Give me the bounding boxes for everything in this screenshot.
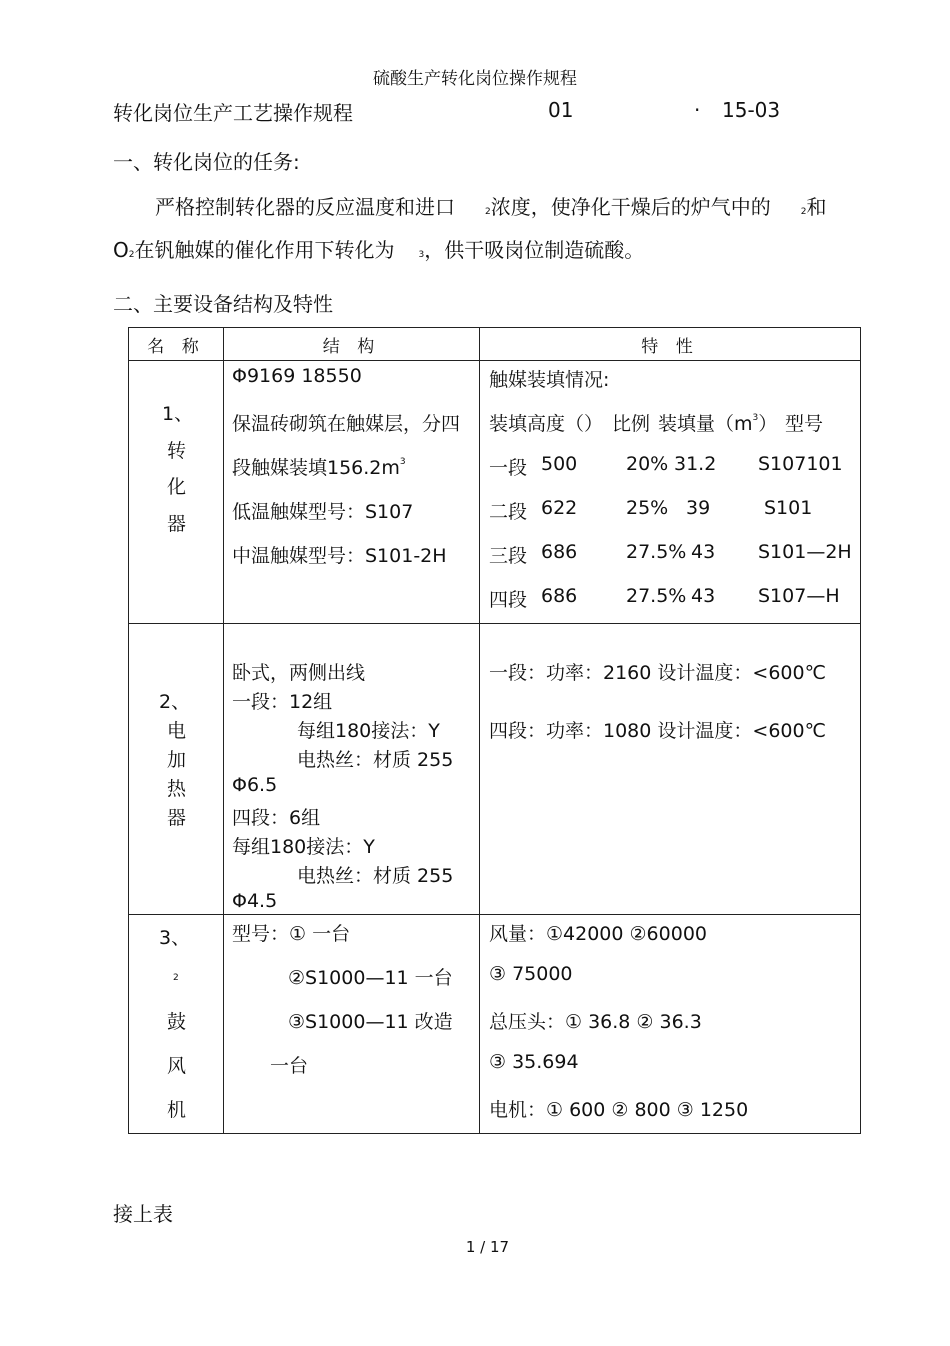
para2-sub2: 3 — [418, 250, 425, 260]
blower-property-line: ③ 75000 — [489, 963, 573, 985]
blower-structure-cell — [224, 915, 480, 1134]
catalyst-model: S101 — [764, 497, 813, 519]
catalyst-height: 500 — [541, 453, 578, 475]
catalyst-amount: 39 — [686, 497, 711, 519]
table-row-blower — [129, 915, 861, 1134]
catalyst-ratio: 27.5% — [626, 541, 687, 563]
blower-name-sub: 2 — [173, 973, 179, 983]
catalyst-col-amount-close: ） — [758, 413, 778, 435]
heater-name-char: 加 — [167, 749, 187, 771]
blower-name-num: 3、 — [159, 927, 191, 949]
converter-name-num: 1、 — [162, 403, 194, 425]
heater-structure-line: Φ4.5 — [232, 890, 278, 912]
catalyst-col-height: 装填高度（） — [489, 413, 604, 435]
heater-name-cell — [129, 624, 224, 915]
catalyst-height: 686 — [541, 541, 578, 563]
blower-structure-line: 型号：① 一台 — [232, 923, 351, 945]
heater-structure-line: 一段：12组 — [232, 691, 333, 713]
header-properties: 特 性 — [480, 328, 861, 361]
catalyst-model: S107—H — [758, 585, 840, 607]
para1-sub2: 2 — [800, 207, 807, 217]
converter-structure-line — [232, 453, 406, 480]
header-structure: 结 构 — [224, 328, 480, 361]
heater-structure-cell — [224, 624, 480, 915]
equipment-table — [128, 327, 861, 1134]
blower-property-line: 总压头：① 36.8 ② 36.3 — [489, 1011, 702, 1033]
blower-property-line: ③ 35.694 — [489, 1051, 579, 1073]
table-row-heater — [129, 624, 861, 915]
heater-properties-cell — [480, 624, 861, 915]
heater-property-line: 四段：功率：1080 设计温度：<600℃ — [489, 720, 826, 742]
page-header-title: 硫酸生产转化岗位操作规程 — [373, 69, 577, 89]
para1-sub1: 2 — [485, 207, 491, 217]
catalyst-ratio: 25% — [626, 497, 669, 519]
para1-text-a: 严格控制转化器的反应温度和进口 — [155, 195, 455, 219]
converter-structure-line: 保温砖砌筑在触媒层，分四 — [232, 413, 461, 435]
catalyst-col-ratio: 比例 — [612, 413, 651, 435]
heater-name-num: 2、 — [159, 691, 191, 713]
catalyst-col-model: 型号 — [785, 413, 824, 435]
blower-structure-line: ③S1000—11 改造 — [288, 1011, 453, 1033]
blower-property-line: 风量：①42000 ②60000 — [489, 923, 707, 945]
catalyst-height: 686 — [541, 585, 578, 607]
converter-structure-cell — [224, 361, 480, 624]
catalyst-model: S101—2H — [758, 541, 852, 563]
catalyst-amount: 31.2 — [674, 453, 717, 475]
catalyst-title: 触媒装填情况: — [489, 369, 610, 391]
converter-structure-line: 低温触媒型号：S107 — [232, 501, 414, 523]
heater-structure-line: 每组180接法：Y — [232, 836, 375, 858]
catalyst-stage: 三段 — [489, 545, 528, 567]
header-name: 名 称 — [129, 328, 224, 361]
para1-text-c: 和 — [806, 195, 827, 219]
blower-name-char: 机 — [167, 1099, 187, 1121]
section1-paragraph-line1 — [155, 191, 826, 220]
section2-heading: 二、主要设备结构及特性 — [113, 292, 333, 316]
heater-structure-line: 四段：6组 — [232, 807, 321, 829]
blower-properties-cell — [480, 915, 861, 1134]
blower-name-char: 鼓 — [167, 1011, 187, 1033]
para2-text-b: 在钒触媒的催化作用下转化为 — [134, 238, 395, 262]
catalyst-stage: 二段 — [489, 501, 528, 523]
superscript: 3 — [752, 413, 759, 423]
catalyst-ratio: 27.5% — [626, 585, 687, 607]
converter-properties-cell — [480, 361, 861, 624]
converter-name-char3: 器 — [167, 513, 187, 535]
blower-property-line: 电机：① 600 ② 800 ③ 1250 — [489, 1099, 749, 1121]
table-row-converter — [129, 361, 861, 624]
heater-structure-line: 每组180接法：Y — [297, 720, 440, 742]
para2-sub: 2 — [128, 250, 135, 260]
heater-structure-line: Φ6.5 — [232, 774, 278, 796]
catalyst-col-amount-text: 装填量（m — [658, 413, 753, 435]
catalyst-stage: 四段 — [489, 589, 528, 611]
blower-name-cell — [129, 915, 224, 1134]
catalyst-height: 622 — [541, 497, 578, 519]
section1-paragraph-line2 — [113, 234, 644, 263]
blower-structure-line: 一台 — [270, 1055, 309, 1077]
heater-structure-line: 卧式，两侧出线 — [232, 662, 366, 684]
para2-text-c: ，供干吸岗位制造硫酸。 — [424, 238, 645, 262]
catalyst-amount: 43 — [691, 541, 716, 563]
heater-property-line: 一段：功率：2160 设计温度：<600℃ — [489, 662, 826, 684]
page-number: 1 / 17 — [465, 1238, 510, 1256]
converter-name-char1: 转 — [167, 440, 187, 462]
heater-structure-line: 电热丝：材质 255 — [297, 865, 454, 887]
converter-name-cell — [129, 361, 224, 624]
section1-heading: 一、转化岗位的任务: — [113, 150, 300, 174]
blower-name-char: 风 — [167, 1055, 187, 1077]
catalyst-stage: 一段 — [489, 457, 528, 479]
doc-number: 01 — [548, 98, 574, 122]
para1-text-b: 浓度，使净化干燥后的炉气中的 — [490, 195, 771, 219]
converter-volume-text: 段触媒装填156.2m — [232, 457, 400, 479]
heater-structure-line: 电热丝：材质 255 — [297, 749, 454, 771]
doc-date: 15-03 — [722, 98, 781, 122]
converter-structure-line: 中温触媒型号：S101-2H — [232, 545, 447, 567]
superscript: 3 — [399, 457, 406, 467]
converter-structure-line: Φ9169 18550 — [232, 365, 362, 387]
table-header-row — [129, 328, 861, 361]
catalyst-model: S107101 — [758, 453, 843, 475]
doc-title: 转化岗位生产工艺操作规程 — [113, 101, 353, 125]
converter-name-char2: 化 — [167, 476, 187, 498]
catalyst-ratio: 20% — [626, 453, 669, 475]
catalyst-col-amount — [658, 409, 777, 436]
blower-structure-line: ②S1000—11 一台 — [288, 967, 453, 989]
heater-name-char: 电 — [167, 720, 187, 742]
doc-dot: · — [694, 98, 701, 122]
catalyst-amount: 43 — [691, 585, 716, 607]
heater-name-char: 器 — [167, 807, 187, 829]
continue-label: 接上表 — [113, 1202, 173, 1226]
para2-text-a: O — [113, 238, 129, 262]
heater-name-char: 热 — [167, 778, 187, 800]
